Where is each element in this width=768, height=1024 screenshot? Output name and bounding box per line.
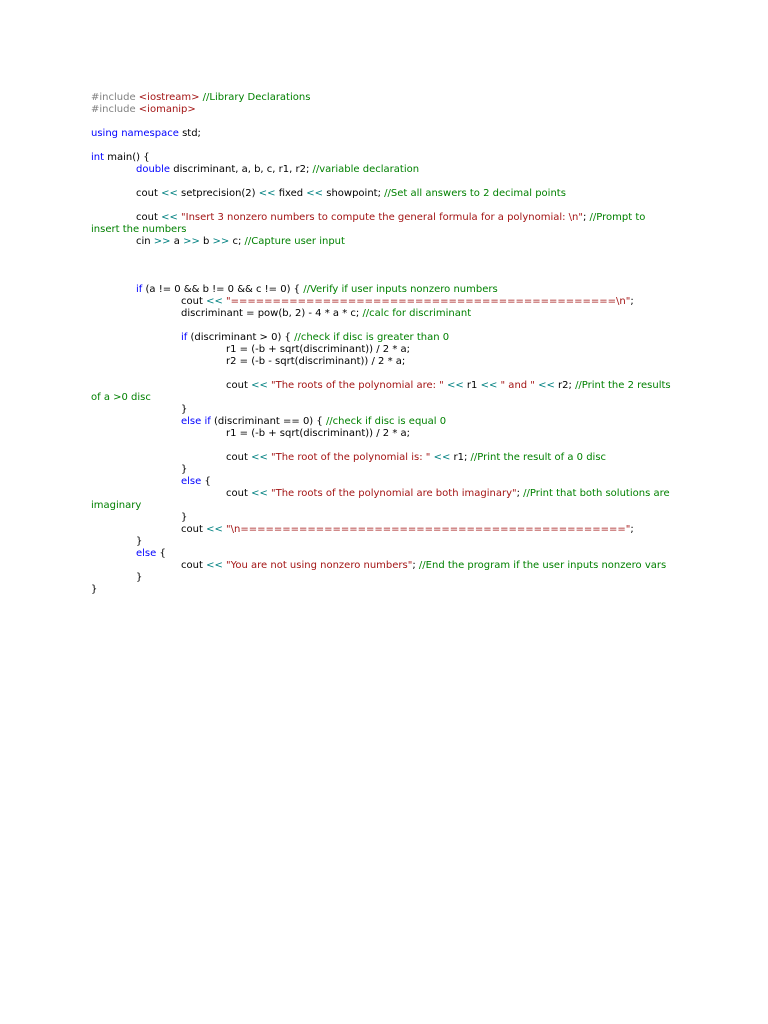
- blank-line: [91, 320, 681, 332]
- code-text: {: [156, 548, 166, 559]
- comment: //calc for discriminant: [362, 308, 472, 319]
- operator: <<: [251, 452, 268, 463]
- comment-continuation: insert the numbers: [91, 224, 187, 235]
- comment-continuation: imaginary: [91, 500, 142, 511]
- code-text: {: [201, 476, 211, 487]
- code-text: ;: [630, 296, 634, 307]
- code-line: [91, 548, 681, 560]
- operator: >>: [153, 236, 171, 247]
- code-text: cout: [226, 380, 252, 391]
- comment: //check if disc is equal 0: [325, 416, 447, 427]
- comment: //variable declaration: [312, 164, 420, 175]
- code-text: }: [181, 404, 188, 415]
- code-text: cout: [226, 488, 252, 499]
- code-text: }: [136, 572, 143, 583]
- code-line: [91, 128, 681, 140]
- string-literal: "The roots of the polynomial are: ": [271, 380, 444, 391]
- operator: <<: [161, 188, 178, 199]
- code-line: [91, 332, 681, 344]
- comment: //End the program if the user inputs nonzero vars: [418, 560, 667, 571]
- code-text: ;: [412, 560, 419, 571]
- code-line-wrapped: [91, 224, 681, 236]
- keyword: using namespace: [91, 128, 179, 139]
- blank-line: [91, 200, 681, 212]
- code-text: c;: [229, 236, 245, 247]
- code-text: ;: [516, 488, 524, 499]
- comment: //Set all answers to 2 decimal points: [384, 188, 566, 199]
- code-line: [91, 524, 681, 536]
- code-line: [91, 308, 681, 320]
- keyword: if: [136, 284, 143, 295]
- code-text: r1 = (-b + sqrt(discriminant)) / 2 * a;: [226, 344, 411, 355]
- operator: <<: [206, 524, 223, 535]
- code-line: [91, 380, 681, 392]
- code-text: cout: [136, 212, 162, 223]
- code-line: [91, 572, 681, 584]
- comment: //Print the result of a 0 disc: [470, 452, 607, 463]
- code-line: [91, 476, 681, 488]
- code-line: [91, 584, 681, 596]
- blank-line: [91, 116, 681, 128]
- preprocessor: #include: [91, 92, 139, 103]
- code-line-wrapped: [91, 392, 681, 404]
- code-text: }: [181, 512, 188, 523]
- code-text: (a != 0 && b != 0 && c != 0) {: [142, 284, 304, 295]
- code-text: (discriminant == 0) {: [210, 416, 326, 427]
- comment: //Verify if user inputs nonzero numbers: [303, 284, 498, 295]
- code-text: ;: [582, 212, 590, 223]
- code-text: }: [181, 464, 188, 475]
- code-line: [91, 188, 681, 200]
- code-line-wrapped: [91, 500, 681, 512]
- code-text: cout: [226, 452, 252, 463]
- keyword: else: [181, 476, 202, 487]
- comment: //Print that both solutions are: [523, 488, 670, 499]
- code-line: [91, 356, 681, 368]
- operator: <<: [251, 488, 268, 499]
- code-line: [91, 284, 681, 296]
- string-literal: "Insert 3 nonzero numbers to compute the general formula for a polynomial: \n": [181, 212, 583, 223]
- code-text: ;: [630, 524, 634, 535]
- code-listing: [91, 92, 681, 596]
- operator: <<: [480, 380, 498, 391]
- operator: <<: [446, 380, 464, 391]
- comment: //Library Declarations: [199, 92, 311, 103]
- operator: <<: [306, 188, 324, 199]
- blank-line: [91, 368, 681, 380]
- string-literal: "You are not using nonzero numbers": [226, 560, 413, 571]
- string-literal: "The root of the polynomial is: ": [271, 452, 431, 463]
- blank-line: [91, 260, 681, 272]
- operator: <<: [206, 296, 223, 307]
- string-literal: "==============================================\n": [226, 296, 631, 307]
- code-text: r1 = (-b + sqrt(discriminant)) / 2 * a;: [226, 428, 411, 439]
- operator: <<: [161, 212, 178, 223]
- code-line: [91, 536, 681, 548]
- operator: >>: [183, 236, 200, 247]
- code-text: r2;: [554, 380, 576, 391]
- keyword: if: [181, 332, 188, 343]
- operator: <<: [258, 188, 276, 199]
- code-line: [91, 236, 681, 248]
- code-text: (discriminant > 0) {: [187, 332, 295, 343]
- code-line: [91, 212, 681, 224]
- blank-line: [91, 176, 681, 188]
- code-text: cout: [181, 524, 207, 535]
- blank-line: [91, 140, 681, 152]
- string-literal: " and ": [500, 380, 535, 391]
- code-line: [91, 344, 681, 356]
- code-line: [91, 404, 681, 416]
- code-text: r1: [463, 380, 481, 391]
- operator: >>: [212, 236, 230, 247]
- code-line: [91, 104, 681, 116]
- code-line: [91, 152, 681, 164]
- code-text: r1;: [450, 452, 471, 463]
- code-text: showpoint;: [323, 188, 385, 199]
- keyword: else if: [181, 416, 211, 427]
- code-text: a: [170, 236, 184, 247]
- code-line: [91, 560, 681, 572]
- blank-line: [91, 248, 681, 260]
- code-text: cout: [181, 560, 207, 571]
- comment: //Print the 2 results: [575, 380, 671, 391]
- code-text: cout: [181, 296, 207, 307]
- comment: //check if disc is greater than 0: [294, 332, 450, 343]
- keyword: double: [136, 164, 171, 175]
- keyword: else: [136, 548, 157, 559]
- code-line: [91, 296, 681, 308]
- code-text: setprecision(2): [177, 188, 259, 199]
- blank-line: [91, 272, 681, 284]
- operator: <<: [251, 380, 268, 391]
- preprocessor: #include: [91, 104, 139, 115]
- code-text: discriminant = pow(b, 2) - 4 * a * c;: [181, 308, 363, 319]
- code-text: std;: [178, 128, 201, 139]
- comment: //Prompt to: [589, 212, 646, 223]
- code-line: [91, 512, 681, 524]
- code-text: }: [136, 536, 143, 547]
- code-line: [91, 416, 681, 428]
- operator: <<: [538, 380, 555, 391]
- code-text: main() {: [104, 152, 150, 163]
- code-line: [91, 428, 681, 440]
- code-text: r2 = (-b - sqrt(discriminant)) / 2 * a;: [226, 356, 406, 367]
- code-line: [91, 164, 681, 176]
- code-text: }: [91, 584, 98, 595]
- string-literal: "\n==============================================": [226, 524, 631, 535]
- string-literal: "The roots of the polynomial are both imaginary": [271, 488, 517, 499]
- comment-continuation: of a >0 disc: [91, 392, 151, 403]
- header-name: <iostream>: [138, 92, 200, 103]
- code-text: fixed: [275, 188, 307, 199]
- operator: <<: [433, 452, 451, 463]
- code-line: [91, 464, 681, 476]
- code-text: b: [199, 236, 213, 247]
- keyword: int: [91, 152, 105, 163]
- operator: <<: [206, 560, 223, 571]
- blank-line: [91, 440, 681, 452]
- code-line: [91, 488, 681, 500]
- comment: //Capture user input: [244, 236, 345, 247]
- code-line: [91, 452, 681, 464]
- header-name: <iomanip>: [138, 104, 196, 115]
- code-text: cout: [136, 188, 162, 199]
- code-text: discriminant, a, b, c, r1, r2;: [170, 164, 313, 175]
- code-text: cin: [136, 236, 154, 247]
- code-line: [91, 92, 681, 104]
